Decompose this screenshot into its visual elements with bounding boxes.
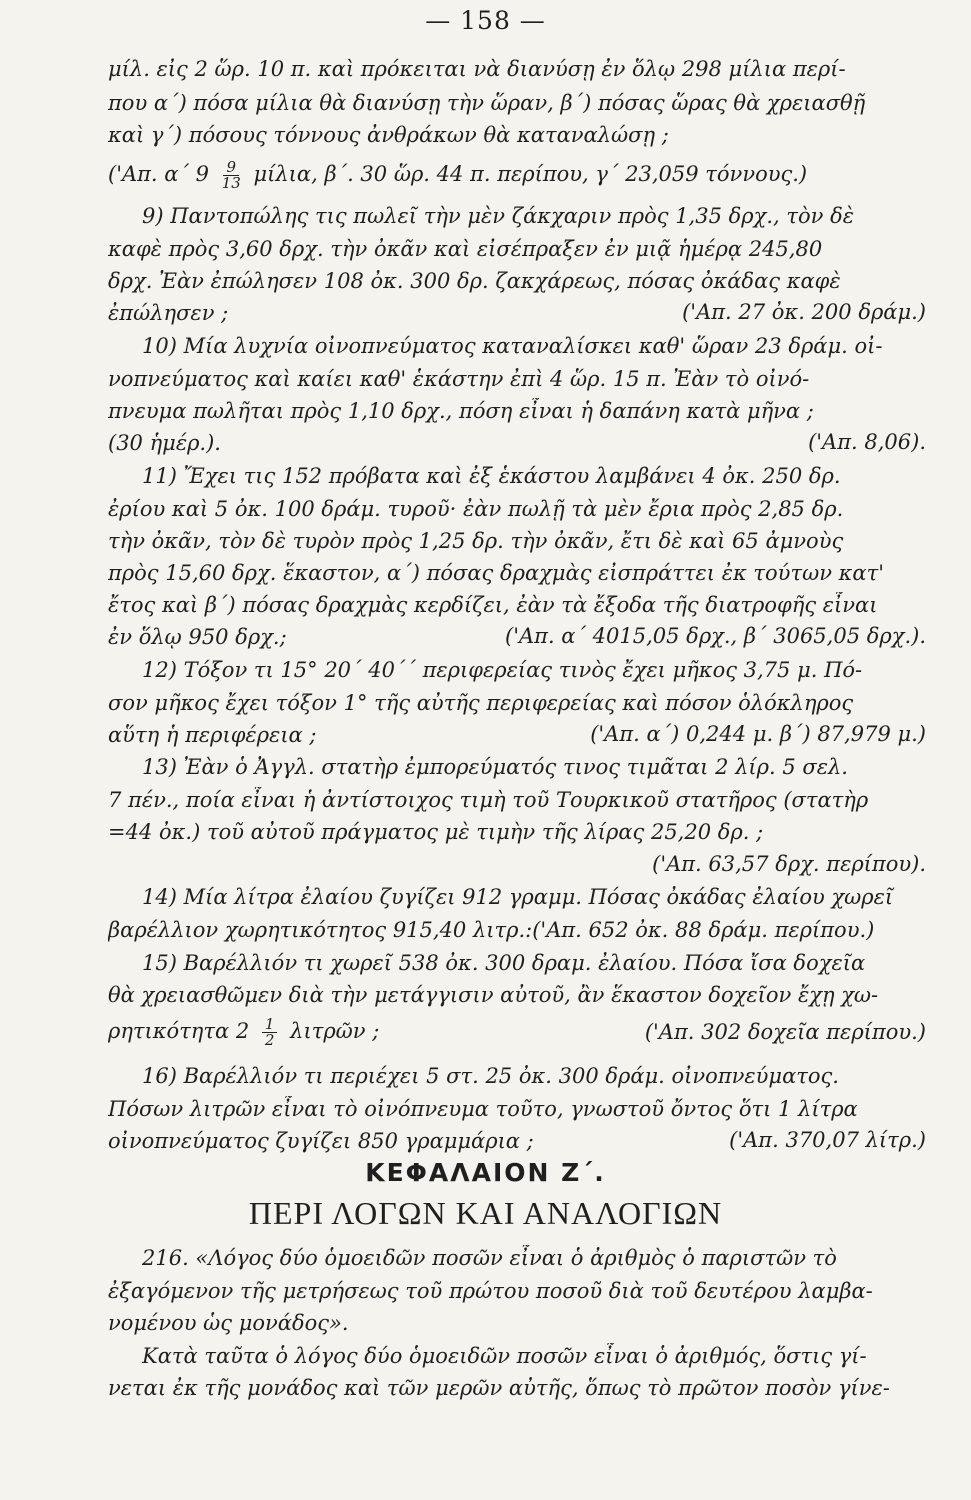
- section-line: νεται ἐκ τῆς μονάδος καὶ τῶν μερῶν αὐτῆς, ὅπως τὸ πρῶτον ποσὸν γίνε-: [108, 1376, 890, 1400]
- problem-line: =44 ὀκ.) τοῦ αὐτοῦ πράγματος μὲ τιμὴν τῆς λίρας 25,20 δρ. ;: [108, 820, 764, 844]
- problem-line: πρὸς 15,60 δρχ. ἕκαστον, α΄) πόσας δραχμὰς εἰσπράττει ἐκ τούτων κατ': [108, 561, 884, 585]
- fraction: [222, 160, 241, 191]
- problem-line: Πόσων λιτρῶν εἶναι τὸ οἰνόπνευμα τοῦτο, γνωστοῦ ὄντος ὅτι 1 λίτρα: [108, 1097, 858, 1121]
- text-line: μίλ. εἰς 2 ὥρ. 10 π. καὶ πρόκειται νὰ διανύσῃ ἐν ὅλῳ 298 μίλια περί-: [108, 57, 846, 81]
- problem-line: 16) Βαρέλλιόν τι περιέχει 5 στ. 25 ὀκ. 300 δράμ. οἰνοπνεύματος.: [142, 1064, 839, 1088]
- fraction-numerator: 9: [223, 160, 239, 176]
- fraction-line-prefix: ρητικότητα 2: [108, 1019, 250, 1043]
- problem-line: αὕτη ἡ περιφέρεια ;: [108, 723, 317, 747]
- answer-prefix: ('Απ. α΄ 9: [108, 162, 210, 186]
- problem-line: 12) Τόξον τι 15° 20΄ 40΄΄ περιφερείας τινὸς ἔχει μῆκος 3,75 μ. Πό-: [142, 658, 863, 682]
- answer-15: ('Απ. 302 δοχεῖα περίπου.): [644, 1020, 926, 1044]
- problem-line: 7 πέν., ποία εἶναι ἡ ἀντίστοιχος τιμὴ τοῦ Τουρκικοῦ στατῆρος (στατὴρ: [108, 788, 869, 812]
- chapter-label: ΚΕΦΑΛΑΙΟΝ Ζ΄.: [365, 1158, 606, 1187]
- problem-line: 10) Μία λυχνία οἰνοπνεύματος καταναλίσκει καθ' ὥραν 23 δράμ. οἰ-: [142, 334, 883, 358]
- section-line: ἐξαγόμενον τῆς μετρήσεως τοῦ πρώτου ποσοῦ διὰ τοῦ δευτέρου λαμβα-: [108, 1279, 873, 1303]
- section-line: Κατὰ ταῦτα ὁ λόγος δύο ὁμοειδῶν ποσῶν εἶναι ὁ ἀριθμός, ὅστις γί-: [142, 1344, 867, 1368]
- fraction-numerator: 1: [262, 1017, 278, 1033]
- fraction: [262, 1017, 278, 1048]
- chapter-title: ΠΕΡΙ ΛΟΓΩΝ ΚΑΙ ΑΝΑΛΟΓΙΩΝ: [248, 1195, 723, 1231]
- problem-line: θὰ χρειασθῶμεν διὰ τὴν μετάγγισιν αὐτοῦ, ἂν ἕκαστον δοχεῖον ἔχῃ χω-: [108, 983, 879, 1007]
- fraction-denominator: 13: [221, 174, 241, 191]
- answer-9: ('Απ. 27 ὀκ. 200 δράμ.): [682, 300, 926, 324]
- answer-line: [108, 160, 926, 191]
- text-line: καὶ γ΄) πόσους τόννους ἀνθράκων θὰ καταναλώσῃ ;: [108, 123, 669, 147]
- problem-line: 11) Ἔχει τις 152 πρόβατα καὶ ἐξ ἑκάστου λαμβάνει 4 ὀκ. 250 δρ.: [142, 464, 841, 488]
- problem-line: ἔτος καὶ β΄) πόσας δραχμὰς κερδίζει, ἐὰν τὰ ἔξοδα τῆς διατροφῆς εἶναι: [108, 593, 878, 617]
- answer-16: ('Απ. 370,07 λίτρ.): [729, 1128, 926, 1152]
- problem-line: καφὲ πρὸς 3,60 δρχ. τὴν ὀκᾶν καὶ εἰσέπραξεν ἐν μιᾷ ἡμέρᾳ 245,80: [108, 237, 823, 261]
- problem-line: ἐν ὅλῳ 950 δρχ.;: [108, 625, 287, 649]
- section-line: 216. «Λόγος δύο ὁμοειδῶν ποσῶν εἶναι ὁ ἀριθμὸς ὁ παριστῶν τὸ: [142, 1246, 837, 1270]
- problem-line: οἰνοπνεύματος ζυγίζει 850 γραμμάρια ;: [108, 1129, 534, 1153]
- answer-13: ('Απ. 63,57 δρχ. περίπου).: [652, 852, 926, 876]
- problem-line: 15) Βαρέλλιόν τι χωρεῖ 538 ὀκ. 300 δραμ. ἐλαίου. Πόσα ἴσα δοχεῖα: [142, 951, 866, 975]
- answer-suffix: μίλια, β΄. 30 ὥρ. 44 π. περίπου, γ΄ 23,059 τόννους.): [253, 162, 808, 186]
- fraction-line-suffix: λιτρῶν ;: [290, 1019, 380, 1043]
- fraction-denominator: 2: [264, 1031, 275, 1048]
- problem-line: βαρέλλιον χωρητικότητος 915,40 λιτρ.:('Απ. 652 ὀκ. 88 δράμ. περίπου.): [108, 918, 875, 942]
- page-number: — 158 —: [425, 6, 546, 35]
- problem-line: 14) Μία λίτρα ἐλαίου ζυγίζει 912 γραμμ. Πόσας ὀκάδας ἐλαίου χωρεῖ: [142, 885, 894, 909]
- answer-12: ('Απ. α΄) 0,244 μ. β΄) 87,979 μ.): [590, 722, 926, 746]
- problem-line: 13) Ἐὰν ὁ Ἀγγλ. στατὴρ ἐμπορεύματός τινος τιμᾶται 2 λίρ. 5 σελ.: [142, 755, 848, 779]
- problem-line: δρχ. Ἐὰν ἐπώλησεν 108 ὀκ. 300 δρ. ζακχάρεως, πόσας ὀκάδας καφὲ: [108, 269, 841, 293]
- section-line: νομένου ὡς μονάδος».: [108, 1311, 349, 1335]
- text-line: που α΄) πόσα μίλια θὰ διανύσῃ τὴν ὥραν, β΄) πόσας ὥρας θὰ χρειασθῇ: [108, 91, 866, 115]
- problem-line: τὴν ὀκᾶν, τὸν δὲ τυρὸν πρὸς 1,25 δρ. τὴν ὀκᾶν, ἔτι δὲ καὶ 65 ἀμνοὺς: [108, 529, 844, 553]
- problem-line: σον μῆκος ἔχει τόξον 1° τῆς αὐτῆς περιφερείας καὶ πόσον ὁλόκληρος: [108, 691, 854, 715]
- answer-11: ('Απ. α΄ 4015,05 δρχ., β΄ 3065,05 δρχ.).: [505, 624, 926, 648]
- problem-line: πνευμα πωλῆται πρὸς 1,10 δρχ., πόση εἶναι ἡ δαπάνη κατὰ μῆνα ;: [108, 399, 814, 423]
- problem-line: ἐπώλησεν ;: [108, 301, 229, 325]
- problem-line: (30 ἡμέρ.).: [108, 431, 221, 455]
- problem-line: ἐρίου καὶ 5 ὀκ. 100 δράμ. τυροῦ· ἐὰν πωλῇ τὰ μὲν ἔρια πρὸς 2,85 δρ.: [108, 497, 844, 521]
- fraction-line: [108, 1017, 528, 1048]
- problem-line: 9) Παντοπώλης τις πωλεῖ τὴν μὲν ζάκχαριν πρὸς 1,35 δρχ., τὸν δὲ: [142, 204, 854, 228]
- answer-10: ('Απ. 8,06).: [808, 430, 926, 454]
- problem-line: νοπνεύματος καὶ καίει καθ' ἑκάστην ἐπὶ 4 ὥρ. 15 π. Ἐὰν τὸ οἰνό-: [108, 367, 810, 391]
